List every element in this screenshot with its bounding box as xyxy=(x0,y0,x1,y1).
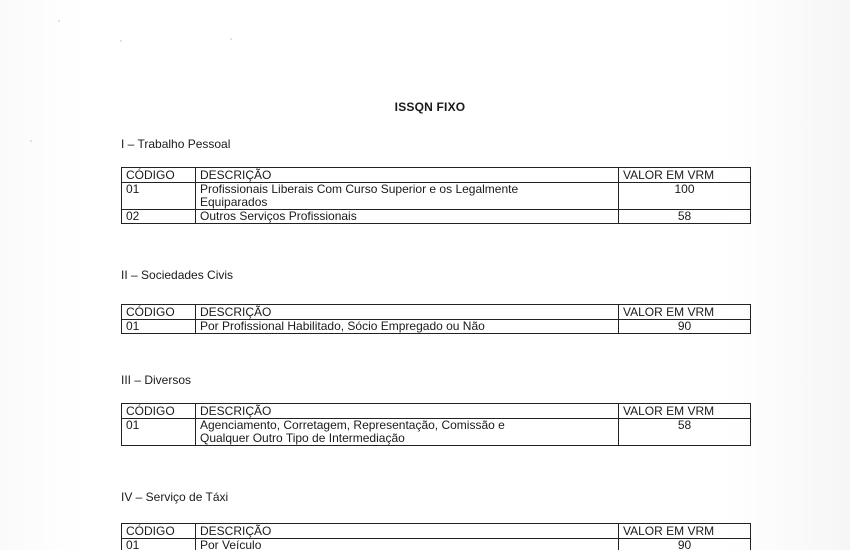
description-line: Profissionais Liberais Com Curso Superior e os Legalmente xyxy=(200,182,519,196)
cell-description: Por Veículo xyxy=(196,539,619,550)
cell-value: 58 xyxy=(619,419,751,446)
header-description: DESCRIÇÃO xyxy=(196,524,619,539)
description-line: Qualquer Outro Tipo de Intermediação xyxy=(200,431,405,445)
document-title: ISSQN FIXO xyxy=(394,100,466,114)
cell-code: 01 xyxy=(122,183,196,210)
cell-description xyxy=(196,183,619,210)
cell-description xyxy=(196,419,619,446)
scan-speck xyxy=(30,140,32,142)
cell-code: 01 xyxy=(122,320,196,334)
header-value: VALOR EM VRM xyxy=(619,305,751,320)
cell-value: 90 xyxy=(619,539,751,550)
cell-code: 01 xyxy=(122,539,196,550)
section-heading-diversos: III – Diversos xyxy=(121,373,192,387)
table-row xyxy=(122,419,751,446)
table-servico-de-taxi xyxy=(121,523,751,550)
table-header-row xyxy=(122,168,751,183)
header-description: DESCRIÇÃO xyxy=(196,168,619,183)
section-heading-servico-de-taxi: IV – Serviço de Táxi xyxy=(121,490,229,504)
cell-value: 90 xyxy=(619,320,751,334)
cell-value: 58 xyxy=(619,210,751,224)
table-header-row xyxy=(122,524,751,539)
description-line: Equiparados xyxy=(200,195,268,209)
table-trabalho-pessoal xyxy=(121,167,751,224)
table-header-row xyxy=(122,404,751,419)
section-heading-sociedades-civis: II – Sociedades Civis xyxy=(121,268,234,282)
table-row xyxy=(122,210,751,224)
cell-code: 02 xyxy=(122,210,196,224)
header-code: CÓDIGO xyxy=(122,404,196,419)
header-value: VALOR EM VRM xyxy=(619,404,751,419)
cell-code: 01 xyxy=(122,419,196,446)
header-code: CÓDIGO xyxy=(122,168,196,183)
table-header-row xyxy=(122,305,751,320)
table-sociedades-civis xyxy=(121,304,751,334)
cell-value: 100 xyxy=(619,183,751,210)
header-description: DESCRIÇÃO xyxy=(196,305,619,320)
table-row xyxy=(122,320,751,334)
table-diversos xyxy=(121,403,751,446)
header-code: CÓDIGO xyxy=(122,524,196,539)
table-row xyxy=(122,183,751,210)
table-row xyxy=(122,539,751,550)
header-description: DESCRIÇÃO xyxy=(196,404,619,419)
scan-speck xyxy=(230,38,232,40)
header-value: VALOR EM VRM xyxy=(619,168,751,183)
header-value: VALOR EM VRM xyxy=(619,524,751,539)
header-code: CÓDIGO xyxy=(122,305,196,320)
description-line: Agenciamento, Corretagem, Representação, Comissão e xyxy=(200,418,505,432)
scan-speck xyxy=(120,40,122,42)
scan-speck xyxy=(58,20,60,22)
cell-description: Por Profissional Habilitado, Sócio Empregado ou Não xyxy=(196,320,619,334)
cell-description: Outros Serviços Profissionais xyxy=(196,210,619,224)
section-heading-trabalho-pessoal: I – Trabalho Pessoal xyxy=(121,137,231,151)
